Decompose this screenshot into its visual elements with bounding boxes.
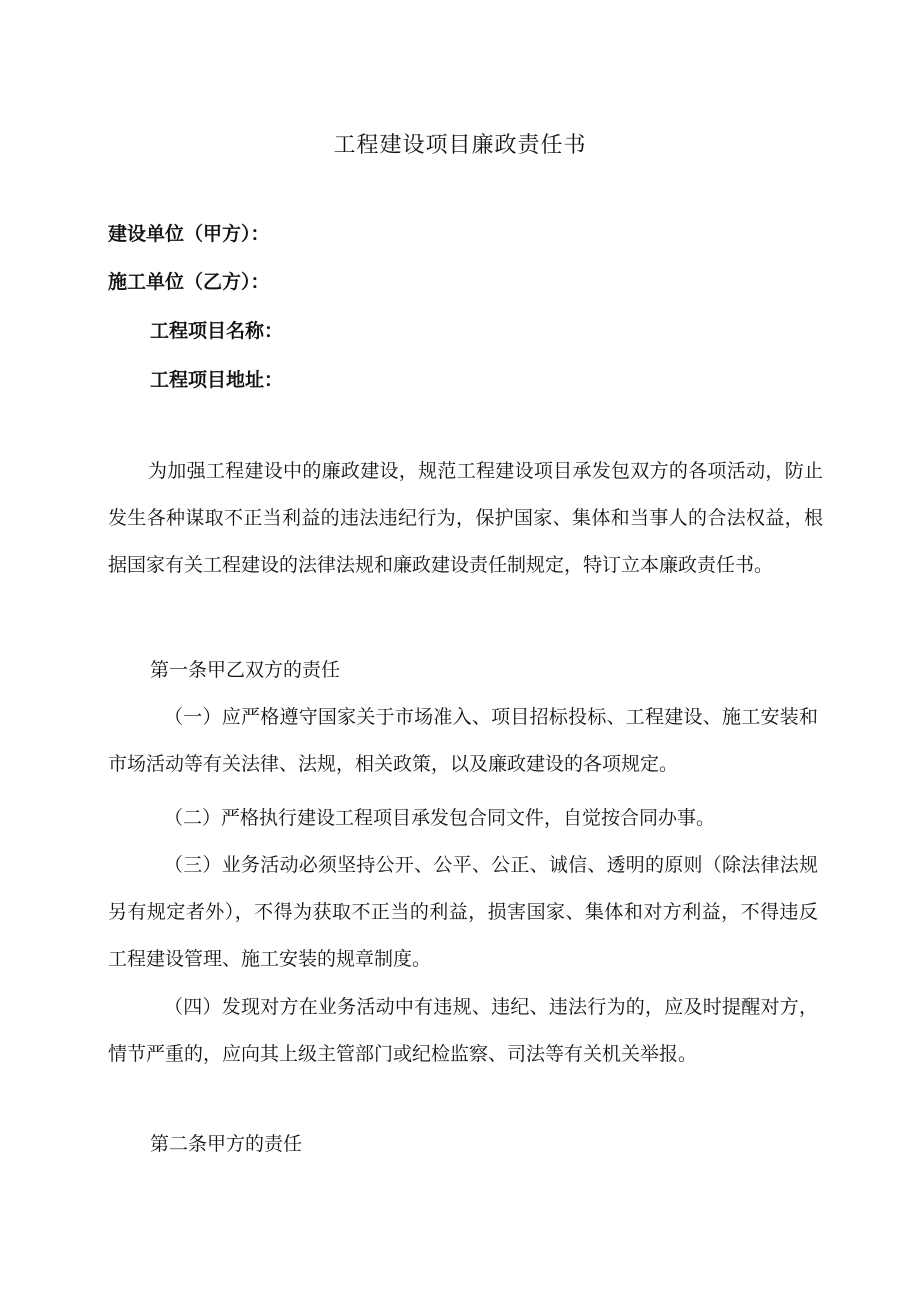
article-1-heading: 第一条甲乙双方的责任 bbox=[150, 659, 341, 681]
article-1-item-3: （三）业务活动必须坚持公开、公平、公正、诚信、透明的原则（除法律法规另有规定者外），不得为获取不正当的利益，损害国家、集体和对方利益，不得违反工程建设管理、施工安装的规章制度。 bbox=[108, 854, 818, 970]
party-a-field: 建设单位（甲方）： bbox=[108, 223, 270, 245]
preamble-paragraph: 为加强工程建设中的廉政建设，规范工程建设项目承发包双方的各项活动，防止发生各种谋取不正当利益的违法违纪行为，保护国家、集体和当事人的合法权益，根据国家有关工程建设的法律法规和廉政建设责任制规定，特订立本廉政责任书。 bbox=[108, 460, 823, 576]
party-b-field: 施工单位（乙方）： bbox=[108, 271, 270, 293]
project-name-field: 工程项目名称： bbox=[150, 320, 284, 342]
article-1-item-2: （二）严格执行建设工程项目承发包合同文件，自觉按合同办事。 bbox=[164, 807, 716, 829]
article-1-item-4: （四）发现对方在业务活动中有违规、违纪、违法行为的，应及时提醒对方，情节严重的，应向其上级主管部门或纪检监察、司法等有关机关举报。 bbox=[108, 996, 818, 1065]
article-2-heading: 第二条甲方的责任 bbox=[150, 1133, 303, 1155]
project-address-field: 工程项目地址： bbox=[150, 369, 284, 391]
document-title: 工程建设项目廉政责任书 bbox=[333, 133, 587, 158]
article-1-item-1: （一）应严格遵守国家关于市场准入、项目招标投标、工程建设、施工安装和市场活动等有关法律、法规，相关政策，以及廉政建设的各项规定。 bbox=[108, 706, 818, 775]
